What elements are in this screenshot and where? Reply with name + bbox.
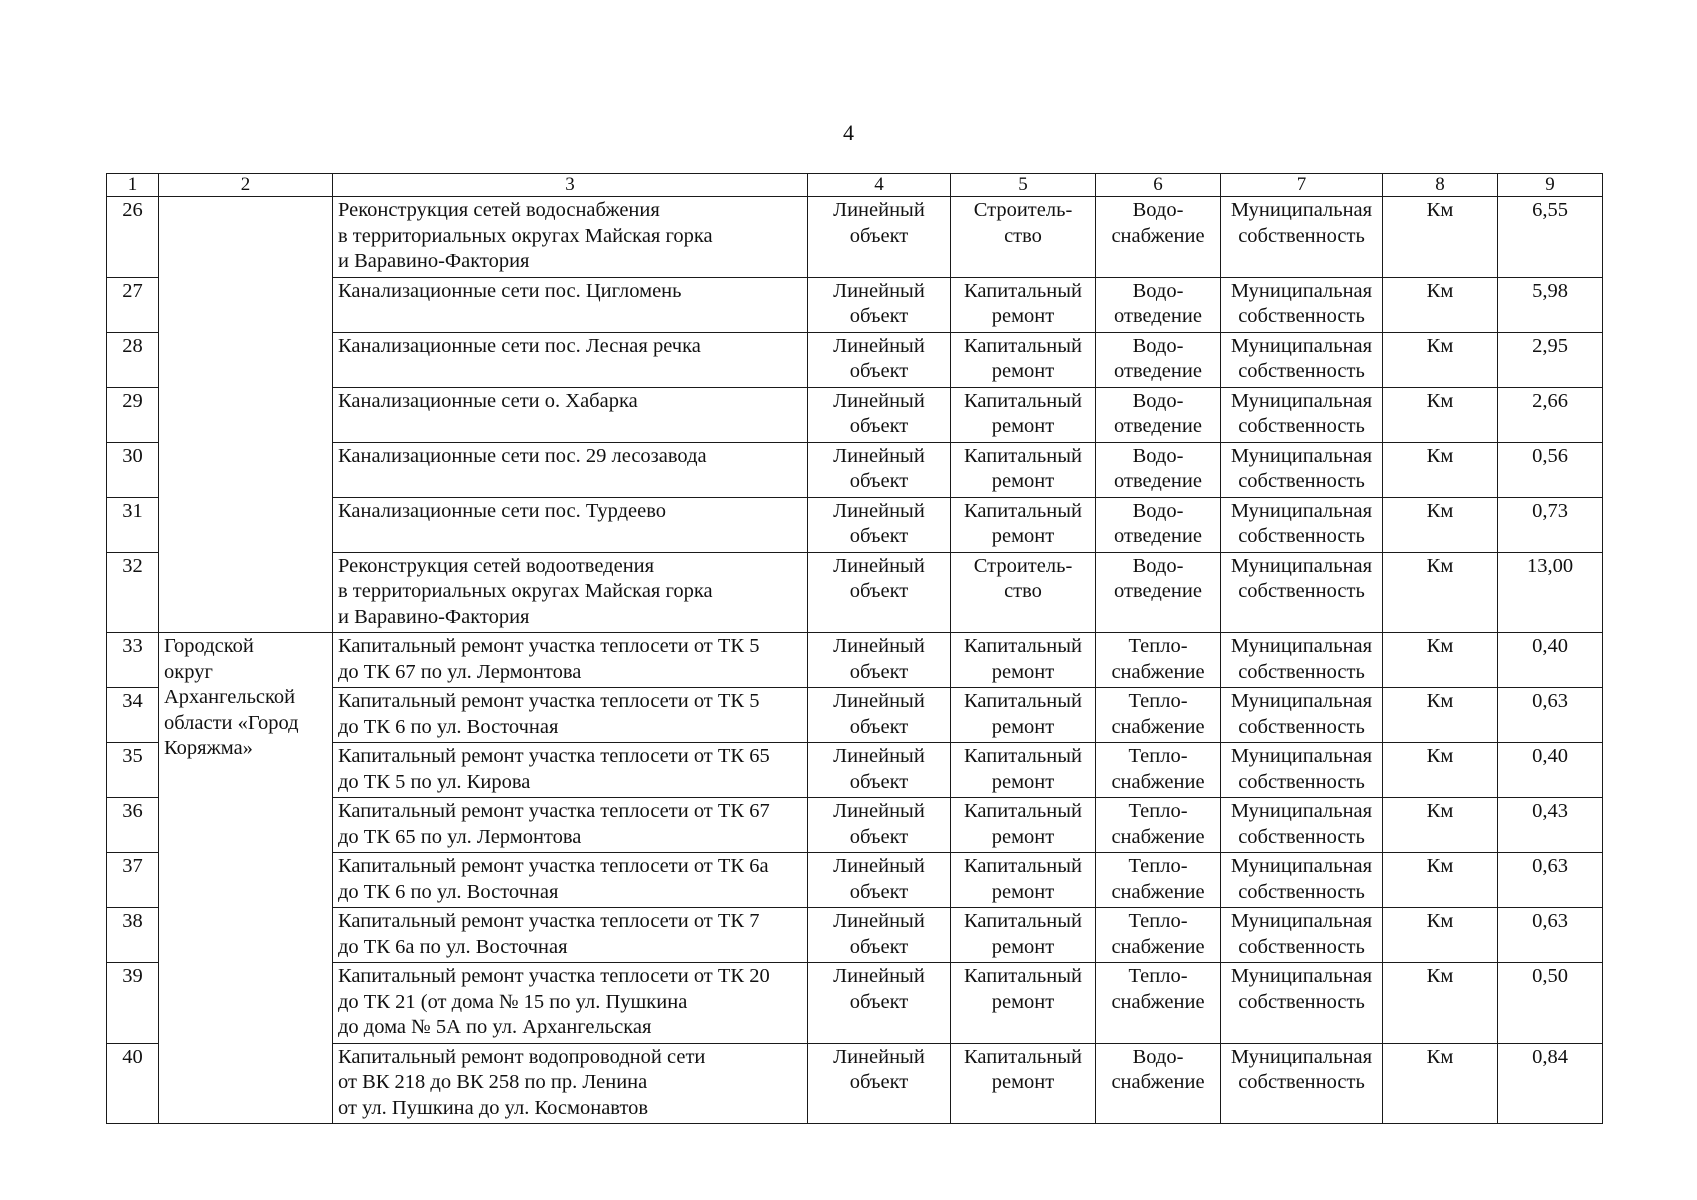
ownership: Муниципальная собственность [1221, 798, 1383, 853]
service-type: Тепло- снабжение [1096, 798, 1221, 853]
header-cell-8: 8 [1383, 174, 1498, 197]
work-type: Капитальный ремонт [951, 688, 1096, 743]
service-type: Водо- отведение [1096, 277, 1221, 332]
ownership: Муниципальная собственность [1221, 197, 1383, 278]
ownership: Муниципальная собственность [1221, 743, 1383, 798]
ownership: Муниципальная собственность [1221, 908, 1383, 963]
unit: Км [1383, 853, 1498, 908]
unit: Км [1383, 277, 1498, 332]
region-cell-empty [159, 197, 333, 633]
row-number: 35 [107, 743, 159, 798]
object-name: Капитальный ремонт участка теплосети от ТК 5 до ТК 67 по ул. Лермонтова [333, 633, 808, 688]
row-number: 38 [107, 908, 159, 963]
table-row [107, 633, 1603, 688]
object-name: Капитальный ремонт участка теплосети от ТК 67 до ТК 65 по ул. Лермонтова [333, 798, 808, 853]
value: 0,84 [1498, 1043, 1603, 1124]
service-type: Водо- снабжение [1096, 197, 1221, 278]
unit: Км [1383, 552, 1498, 633]
unit: Км [1383, 908, 1498, 963]
unit: Км [1383, 963, 1498, 1044]
work-type: Капитальный ремонт [951, 963, 1096, 1044]
service-type: Тепло- снабжение [1096, 908, 1221, 963]
row-number: 26 [107, 197, 159, 278]
work-type: Строитель- ство [951, 197, 1096, 278]
object-type: Линейный объект [808, 963, 951, 1044]
work-type: Капитальный ремонт [951, 387, 1096, 442]
object-name: Капитальный ремонт участка теплосети от ТК 20 до ТК 21 (от дома № 15 по ул. Пушкина до дома № 5А по ул. Архангельская [333, 963, 808, 1044]
value: 0,40 [1498, 743, 1603, 798]
object-type: Линейный объект [808, 277, 951, 332]
work-type: Капитальный ремонт [951, 633, 1096, 688]
ownership: Муниципальная собственность [1221, 552, 1383, 633]
service-type: Водо- отведение [1096, 442, 1221, 497]
ownership: Муниципальная собственность [1221, 633, 1383, 688]
row-number: 31 [107, 497, 159, 552]
objects-table [106, 173, 1603, 1124]
service-type: Тепло- снабжение [1096, 743, 1221, 798]
header-row [107, 174, 1603, 197]
row-number: 39 [107, 963, 159, 1044]
unit: Км [1383, 197, 1498, 278]
ownership: Муниципальная собственность [1221, 332, 1383, 387]
unit: Км [1383, 633, 1498, 688]
object-name: Капитальный ремонт участка теплосети от ТК 6а до ТК 6 по ул. Восточная [333, 853, 808, 908]
ownership: Муниципальная собственность [1221, 387, 1383, 442]
row-number: 33 [107, 633, 159, 688]
object-type: Линейный объект [808, 743, 951, 798]
object-type: Линейный объект [808, 853, 951, 908]
object-name: Канализационные сети о. Хабарка [333, 387, 808, 442]
object-name: Капитальный ремонт участка теплосети от ТК 65 до ТК 5 по ул. Кирова [333, 743, 808, 798]
object-name: Канализационные сети пос. 29 лесозавода [333, 442, 808, 497]
object-type: Линейный объект [808, 442, 951, 497]
work-type: Капитальный ремонт [951, 1043, 1096, 1124]
work-type: Капитальный ремонт [951, 853, 1096, 908]
object-name: Канализационные сети пос. Турдеево [333, 497, 808, 552]
object-type: Линейный объект [808, 332, 951, 387]
header-cell-5: 5 [951, 174, 1096, 197]
unit: Км [1383, 332, 1498, 387]
value: 5,98 [1498, 277, 1603, 332]
value: 2,66 [1498, 387, 1603, 442]
object-type: Линейный объект [808, 552, 951, 633]
unit: Км [1383, 387, 1498, 442]
object-type: Линейный объект [808, 1043, 951, 1124]
object-type: Линейный объект [808, 197, 951, 278]
value: 0,73 [1498, 497, 1603, 552]
work-type: Капитальный ремонт [951, 332, 1096, 387]
header-cell-4: 4 [808, 174, 951, 197]
value: 0,63 [1498, 853, 1603, 908]
unit: Км [1383, 1043, 1498, 1124]
object-name: Реконструкция сетей водоотведения в территориальных округах Майская горка и Варавино-Фактория [333, 552, 808, 633]
service-type: Водо- отведение [1096, 332, 1221, 387]
unit: Км [1383, 442, 1498, 497]
row-number: 37 [107, 853, 159, 908]
object-name: Капитальный ремонт участка теплосети от ТК 7 до ТК 6а по ул. Восточная [333, 908, 808, 963]
value: 6,55 [1498, 197, 1603, 278]
row-number: 29 [107, 387, 159, 442]
object-type: Линейный объект [808, 798, 951, 853]
header-cell-1: 1 [107, 174, 159, 197]
row-number: 36 [107, 798, 159, 853]
object-type: Линейный объект [808, 908, 951, 963]
service-type: Водо- отведение [1096, 387, 1221, 442]
service-type: Водо- отведение [1096, 552, 1221, 633]
unit: Км [1383, 798, 1498, 853]
page-number: 4 [843, 120, 854, 145]
ownership: Муниципальная собственность [1221, 853, 1383, 908]
ownership: Муниципальная собственность [1221, 1043, 1383, 1124]
ownership: Муниципальная собственность [1221, 442, 1383, 497]
ownership: Муниципальная собственность [1221, 963, 1383, 1044]
value: 0,50 [1498, 963, 1603, 1044]
value: 0,40 [1498, 633, 1603, 688]
value: 0,56 [1498, 442, 1603, 497]
work-type: Капитальный ремонт [951, 277, 1096, 332]
object-name: Реконструкция сетей водоснабжения в территориальных округах Майская горка и Варавино-Фактория [333, 197, 808, 278]
work-type: Капитальный ремонт [951, 908, 1096, 963]
header-cell-9: 9 [1498, 174, 1603, 197]
service-type: Тепло- снабжение [1096, 853, 1221, 908]
header-cell-6: 6 [1096, 174, 1221, 197]
service-type: Тепло- снабжение [1096, 633, 1221, 688]
service-type: Водо- снабжение [1096, 1043, 1221, 1124]
value: 2,95 [1498, 332, 1603, 387]
row-number: 32 [107, 552, 159, 633]
value: 0,43 [1498, 798, 1603, 853]
work-type: Капитальный ремонт [951, 442, 1096, 497]
service-type: Тепло- снабжение [1096, 963, 1221, 1044]
object-type: Линейный объект [808, 497, 951, 552]
row-number: 27 [107, 277, 159, 332]
header-cell-3: 3 [333, 174, 808, 197]
value: 0,63 [1498, 908, 1603, 963]
row-number: 30 [107, 442, 159, 497]
row-number: 34 [107, 688, 159, 743]
header-cell-2: 2 [159, 174, 333, 197]
object-name: Капитальный ремонт водопроводной сети от ВК 218 до ВК 258 по пр. Ленина от ул. Пушкина до ул. Космонавтов [333, 1043, 808, 1124]
row-number: 28 [107, 332, 159, 387]
work-type: Капитальный ремонт [951, 798, 1096, 853]
service-type: Водо- отведение [1096, 497, 1221, 552]
service-type: Тепло- снабжение [1096, 688, 1221, 743]
ownership: Муниципальная собственность [1221, 688, 1383, 743]
table-row [107, 197, 1603, 278]
object-name: Капитальный ремонт участка теплосети от ТК 5 до ТК 6 по ул. Восточная [333, 688, 808, 743]
unit: Км [1383, 497, 1498, 552]
object-type: Линейный объект [808, 387, 951, 442]
object-type: Линейный объект [808, 688, 951, 743]
row-number: 40 [107, 1043, 159, 1124]
object-name: Канализационные сети пос. Цигломень [333, 277, 808, 332]
unit: Км [1383, 743, 1498, 798]
header-cell-7: 7 [1221, 174, 1383, 197]
region-cell: Городской округ Архангельской области «Город Коряжма» [159, 633, 333, 1124]
ownership: Муниципальная собственность [1221, 277, 1383, 332]
object-name: Канализационные сети пос. Лесная речка [333, 332, 808, 387]
work-type: Капитальный ремонт [951, 743, 1096, 798]
unit: Км [1383, 688, 1498, 743]
work-type: Строитель- ство [951, 552, 1096, 633]
object-type: Линейный объект [808, 633, 951, 688]
work-type: Капитальный ремонт [951, 497, 1096, 552]
ownership: Муниципальная собственность [1221, 497, 1383, 552]
value: 0,63 [1498, 688, 1603, 743]
value: 13,00 [1498, 552, 1603, 633]
